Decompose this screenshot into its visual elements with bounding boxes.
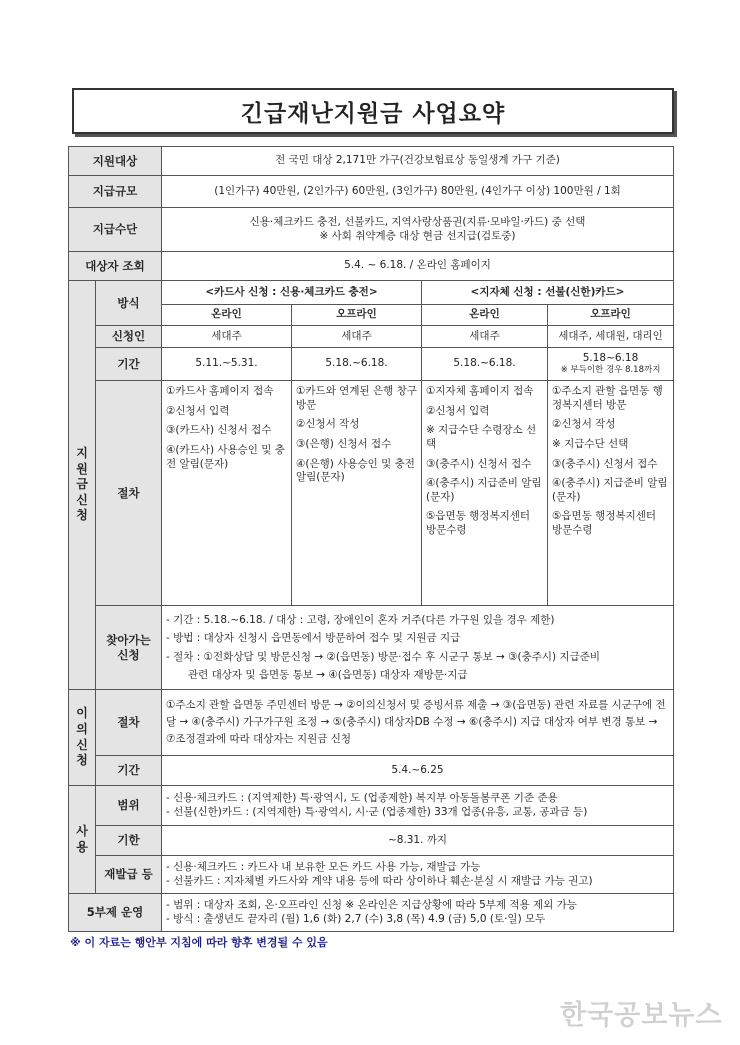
usage-reissue-label: 재발급 등: [96, 856, 162, 894]
period-local-online: 5.18.~6.18.: [422, 348, 548, 381]
objection-procedure-row: [69, 690, 674, 756]
means-value-line1: 신용·체크카드 충전, 선불카드, 지역사랑상품권(지류·모바일·카드) 중 선택: [249, 215, 586, 228]
proc-step: ③(충주시) 신청서 접수: [552, 457, 658, 470]
visit-row: [69, 606, 674, 690]
proc-step: ①카드사 홈페이지 접속: [166, 385, 274, 397]
applicant-local-online: 세대주: [422, 326, 548, 348]
proc-step: ④(카드사) 사용승인 및 충전 알림(문자): [166, 443, 285, 470]
proc-step: ※ 지급수단 수령장소 선택: [426, 424, 537, 450]
objection-period-row: [69, 756, 674, 786]
proc-step: ②신청서 입력: [166, 404, 230, 417]
visit-label: 찾아가는 신청: [96, 606, 162, 690]
scale-value: (1인가구) 40만원, (2인가구) 60만원, (3인가구) 80만원, (4인가구 이상) 100만원 / 1회: [162, 176, 674, 208]
proc-step: ①주소지 관할 읍면동 행정복지센터 방문: [552, 385, 663, 411]
card-offline: 오프라인: [292, 305, 422, 326]
procedure-local-online: [422, 381, 548, 606]
usage-scope-row: [69, 786, 674, 826]
means-value: [162, 208, 674, 252]
usage-scope-line: - 신용·체크카드 : (지역제한) 특·광역시, 도 (업종제한) 복지부 아동돌봄쿠폰 기준 준용: [166, 791, 558, 804]
local-method-header: <지자체 신청 : 선불(신한)카드>: [422, 281, 674, 305]
proc-step: ①카드와 연계된 은행 창구 방문: [296, 385, 417, 411]
proc-step: ※ 지급수단 선택: [552, 437, 629, 450]
visit-content: [162, 606, 674, 690]
lookup-value: 5.4. ~ 6.18. / 온라인 홈페이지: [162, 252, 674, 281]
method-label: 방식: [96, 281, 162, 326]
summary-table: [68, 146, 674, 932]
fiveday-line: - 범위 : 대상자 조회, 온·오프라인 신청 ※ 온라인은 지급상황에 따라 5부제 적용 제외 가능: [166, 898, 577, 911]
period-local-offline: [548, 348, 674, 381]
procedure-card-online: [162, 381, 292, 606]
objection-procedure: ①주소지 관할 읍면동 주민센터 방문 → ②이의신청서 및 증빙서류 제출 → ③(읍면동) 관련 자료를 시군구에 전달 → ④(충주시) 가구가구원 조정 → ⑤(충주시) 대상자DB 수정 → ⑥(충주시) 지급 대상자 여부 변경 통보 → ⑦조정결과에 따라 대상자는 지원금 신청: [162, 690, 674, 756]
procedure-card-offline: [292, 381, 422, 606]
usage-scope-line: - 선불(신한)카드 : (지역제한) 특·광역시, 시·군 (업종제한) 33개 업종(유흥, 교통, 공과금 등): [166, 805, 588, 818]
proc-step: ②신청서 입력: [426, 404, 490, 417]
proc-step: ③(카드사) 신청서 접수: [166, 424, 272, 437]
target-value: 전 국민 대상 2,171만 가구(건강보험료상 동일생계 가구 기준): [162, 147, 674, 176]
usage-reissue-line: - 신용·체크카드 : 카드사 내 보유한 모든 카드 사용 가능, 재발급 가능: [166, 860, 481, 873]
procedure-local-offline: [548, 381, 674, 606]
visit-line: - 방법 : 대상자 신청시 읍면동에서 방문하여 접수 및 지원금 지급: [166, 632, 461, 645]
period-card-online: 5.11.~5.31.: [162, 348, 292, 381]
visit-line: - 기간 : 5.18.~6.18. / 대상 : 고령, 장애인이 혼자 거주(다른 가구원 있을 경우 제한): [166, 613, 555, 626]
period-card-offline: 5.18.~6.18.: [292, 348, 422, 381]
applicant-card-offline: 세대주: [292, 326, 422, 348]
proc-step: ④(은행) 사용승인 및 충전 알림(문자): [296, 457, 415, 484]
applicant-card-online: 세대주: [162, 326, 292, 348]
method-row-1: [69, 281, 674, 305]
fiveday-label: 5부제 운영: [69, 894, 162, 932]
proc-step: ④(충주시) 지급준비 알림(문자): [552, 477, 668, 503]
usage-section-label: 사용: [69, 786, 96, 894]
objection-period-label: 기간: [96, 756, 162, 786]
footnote: ※ 이 자료는 행안부 지침에 따라 향후 변경될 수 있음: [70, 936, 328, 949]
proc-step: ⑤읍면동 행정복지센터 방문수령: [552, 510, 657, 537]
period-local-offline-value: 5.18~6.18: [582, 351, 639, 364]
proc-step: ①지자체 홈페이지 접속: [426, 385, 534, 397]
means-label: 지급수단: [69, 208, 162, 252]
applicant-row: [69, 326, 674, 348]
applicant-local-offline: 세대주, 세대원, 대리인: [548, 326, 674, 348]
usage-scope-label: 범위: [96, 786, 162, 826]
objection-section-label: 이의신청: [69, 690, 96, 786]
local-offline: 오프라인: [548, 305, 674, 326]
apply-section-label: 지원금 신청: [69, 281, 96, 690]
scale-row: [69, 176, 674, 208]
card-method-header: <카드사 신청 : 신용·체크카드 충전>: [162, 281, 422, 305]
means-row: [69, 208, 674, 252]
proc-step: ②신청서 작성: [552, 418, 616, 431]
local-online: 온라인: [422, 305, 548, 326]
period-label: 기간: [96, 348, 162, 381]
procedure-row: [69, 381, 674, 606]
proc-step: ④(충주시) 지급준비 알림(문자): [426, 477, 542, 503]
watermark: 한국공보뉴스: [560, 1000, 723, 1031]
visit-line: - 절차 : ①전화상담 및 방문신청 → ②(읍면동) 방문·접수 후 시군구 통보 → ③(충주시) 지급준비: [166, 650, 601, 663]
procedure-label: 절차: [96, 381, 162, 606]
visit-line: 관련 대상자 및 읍면동 통보 → ④(읍면동) 대상자 재방문·지급: [188, 668, 468, 681]
objection-procedure-label: 절차: [96, 690, 162, 756]
proc-step: ②신청서 작성: [296, 418, 360, 431]
target-row: [69, 147, 674, 176]
applicant-label: 신청인: [96, 326, 162, 348]
target-label: 지원대상: [69, 147, 162, 176]
period-note: ※ 부득이한 경우 8.18까지: [560, 365, 661, 376]
usage-scope: [162, 786, 674, 826]
means-value-line2: ※ 사회 취약계층 대상 현금 선지급(검토중): [319, 229, 516, 242]
usage-deadline-label: 기한: [96, 826, 162, 856]
lookup-label: 대상자 조회: [69, 252, 162, 281]
fiveday-content: [162, 894, 674, 932]
proc-step: ⑤읍면동 행정복지센터 방문수령: [426, 510, 531, 537]
page-title: 긴급재난지원금 사업요약: [72, 88, 674, 134]
usage-reissue-row: [69, 856, 674, 894]
usage-deadline: ~8.31. 까지: [162, 826, 674, 856]
usage-deadline-row: [69, 826, 674, 856]
scale-label: 지급규모: [69, 176, 162, 208]
card-online: 온라인: [162, 305, 292, 326]
objection-period: 5.4.~6.25: [162, 756, 674, 786]
proc-step: ③(충주시) 신청서 접수: [426, 457, 532, 470]
fiveday-line: - 방식 : 출생년도 끝자리 (월) 1,6 (화) 2,7 (수) 3,8 (목) 4.9 (금) 5,0 (토·일) 모두: [166, 912, 546, 925]
fiveday-row: [69, 894, 674, 932]
lookup-row: [69, 252, 674, 281]
proc-step: ③(은행) 신청서 접수: [296, 437, 392, 450]
usage-reissue: [162, 856, 674, 894]
period-row: [69, 348, 674, 381]
usage-reissue-line: - 선불카드 : 지자체별 카드사와 계약 내용 등에 따라 상이하나 훼손·분실 시 재발급 가능 권고): [166, 874, 593, 887]
